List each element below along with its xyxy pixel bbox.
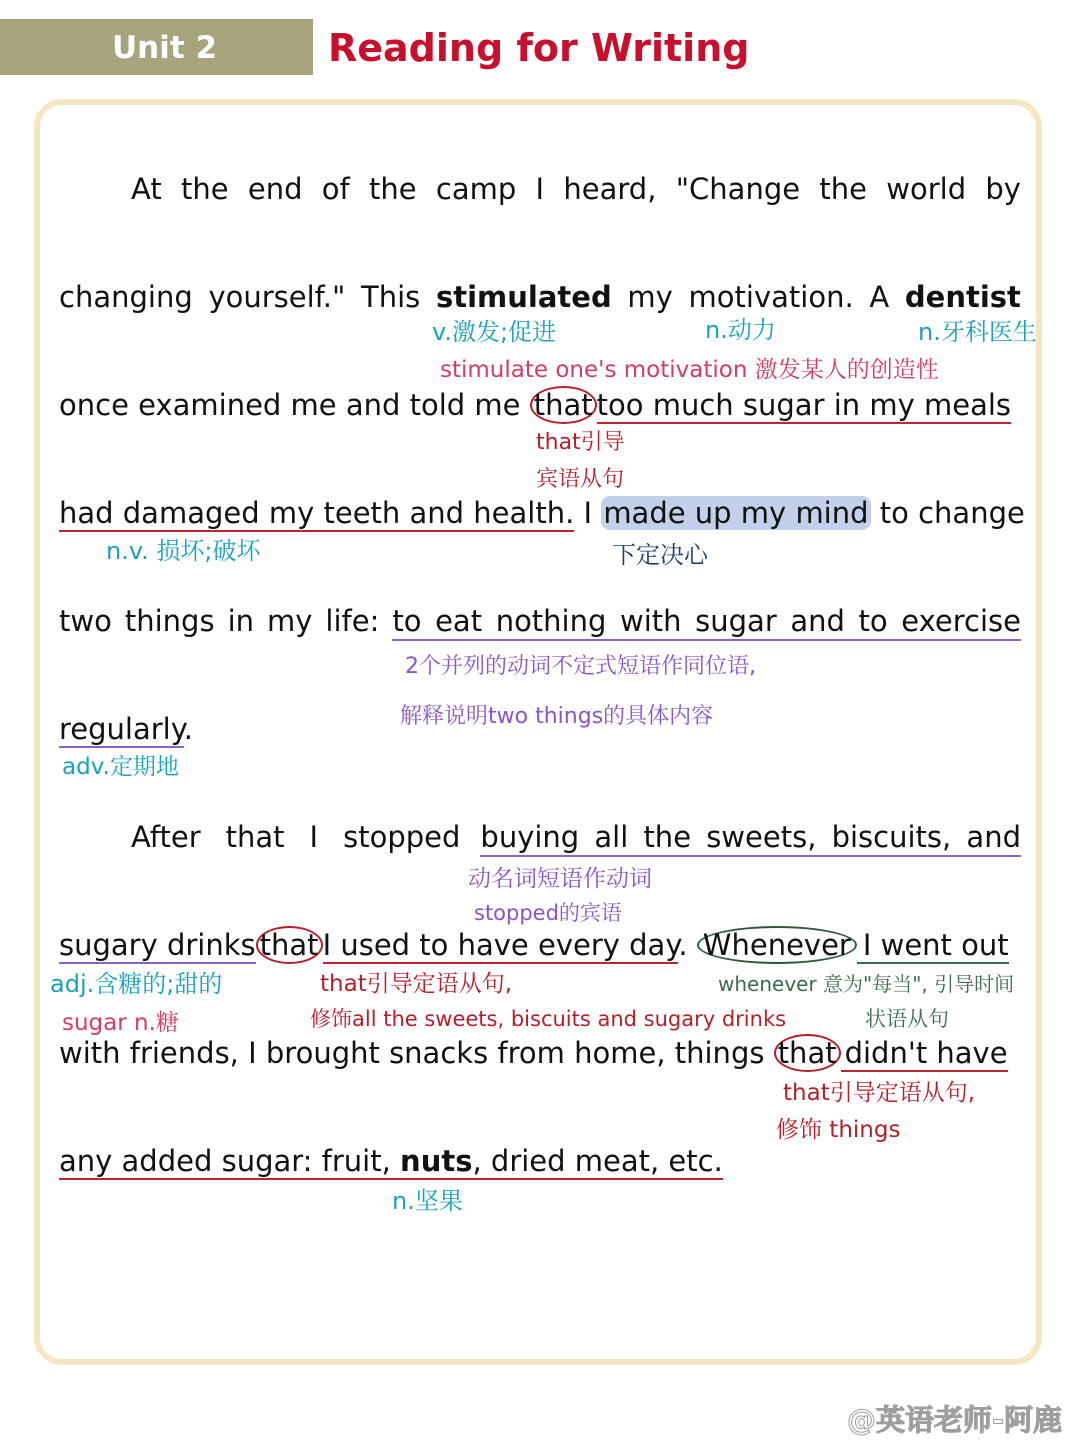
that-attributive-clause: that — [774, 1034, 841, 1072]
word: camp — [435, 172, 517, 206]
passage-line-5 — [59, 603, 1021, 641]
word: At — [131, 172, 162, 206]
underlined-clause: too much sugar in my meals — [596, 388, 1012, 422]
note-that-things-2: 修饰 things — [776, 1117, 901, 1143]
passage-line-8 — [59, 927, 1021, 963]
word: heard, — [563, 172, 657, 206]
page-title: Reading for Writing — [328, 26, 750, 70]
note-sugary-def: adj.含糖的;甜的 — [50, 970, 223, 998]
word: the — [180, 172, 229, 206]
highlight-made-up-my-mind: made up my mind — [603, 496, 869, 530]
text-span: I — [574, 496, 602, 530]
note-mind-def: 下定决心 — [612, 541, 708, 569]
note-regularly-def: adv.定期地 — [62, 754, 179, 780]
word: the — [643, 820, 692, 854]
watermark: @英语老师-阿鹿 — [846, 1403, 1062, 1437]
note-stimulate-phrase: stimulate one's motivation 激发某人的创造性 — [440, 357, 939, 383]
that-attributive-clause: that — [256, 926, 323, 964]
note-gerund-2: stopped的宾语 — [474, 901, 622, 925]
word: that — [225, 820, 285, 854]
underlined-word: regularly — [59, 712, 184, 746]
word: nothing — [495, 604, 607, 638]
note-motivation-def: n.动力 — [705, 316, 776, 344]
word: changing — [59, 280, 193, 314]
passage-line-10 — [59, 1143, 1021, 1179]
passage-line-2 — [59, 279, 1021, 315]
word: I — [309, 820, 319, 854]
passage-line-6 — [59, 711, 1021, 747]
word: biscuits, — [831, 820, 952, 854]
unit-label: Unit 2 — [112, 30, 218, 66]
passage-line-1 — [131, 171, 1021, 207]
word: by — [985, 172, 1021, 206]
word: in — [227, 604, 254, 638]
word: to — [858, 604, 888, 638]
word: "Change — [675, 172, 801, 206]
word: my — [267, 604, 313, 638]
note-damage-def: n.v. 损坏;破坏 — [106, 537, 261, 565]
underlined-clause: I used to have every day — [322, 928, 679, 962]
word: end — [247, 172, 303, 206]
word: the — [819, 172, 867, 206]
text-span: , dried meat, etc. — [472, 1144, 723, 1178]
underlined-clause — [59, 1144, 723, 1180]
word: life: — [325, 604, 380, 638]
note-infinitive-2: 解释说明two things的具体内容 — [400, 704, 714, 729]
note-that-attributive-1: that引导定语从句, — [320, 971, 513, 997]
underlined-clause: didn't have — [841, 1036, 1008, 1072]
infinitive-phrase — [392, 603, 1021, 641]
word: buying — [480, 820, 580, 854]
note-nuts-def: n.坚果 — [392, 1187, 463, 1215]
note-sugar-def: sugar n.糖 — [62, 1010, 179, 1036]
underlined-clause: I went out — [857, 928, 1009, 964]
word: yourself." — [208, 280, 346, 314]
note-gerund-1: 动名词短语作动词 — [468, 866, 652, 892]
underlined-clause: had damaged my teeth and health. — [59, 496, 575, 530]
word: to — [392, 604, 422, 638]
passage-line-7 — [131, 819, 1021, 857]
word: This — [361, 280, 421, 314]
word: of — [321, 172, 350, 206]
word: eat — [435, 604, 483, 638]
note-infinitive-1: 2个并列的动词不定式短语作同位语, — [405, 654, 756, 679]
word: the — [369, 172, 417, 206]
underlined-word: sugary drinks — [59, 928, 256, 962]
note-whenever-2: 状语从句 — [865, 1007, 949, 1031]
word: two — [59, 604, 112, 638]
vocab-nuts: nuts — [400, 1144, 473, 1178]
word: motivation. — [688, 280, 854, 314]
gerund-phrase — [480, 819, 1021, 857]
word: and — [966, 820, 1021, 854]
word: I — [535, 172, 545, 206]
word: my — [627, 280, 673, 314]
text-span: any added sugar: fruit, — [59, 1144, 401, 1178]
word: with — [620, 604, 682, 638]
word: A — [869, 280, 890, 314]
word: sugar — [695, 604, 777, 638]
word: sweets, — [706, 820, 817, 854]
text-span: . — [678, 928, 688, 962]
that-object-clause: that — [530, 386, 597, 424]
vocab-stimulated: stimulated — [435, 280, 612, 314]
word: world — [886, 172, 967, 206]
note-that-object-1: that引导 — [536, 430, 625, 455]
word: all — [594, 820, 629, 854]
word: things — [124, 604, 215, 638]
note-that-things-1: that引导定语从句, — [783, 1080, 976, 1106]
text-span: . — [183, 712, 193, 746]
vocab-dentist: dentist — [904, 280, 1021, 314]
word: and — [790, 604, 845, 638]
note-that-object-2: 宾语从句 — [536, 467, 625, 492]
text-span: once examined me and told me — [59, 388, 530, 422]
note-dentist-def: n.牙科医生 — [918, 318, 1037, 346]
note-whenever-1: whenever 意为"每当", 引导时间 — [718, 972, 1015, 996]
whenever-clause: Whenever — [697, 926, 857, 964]
passage-line-9 — [59, 1035, 1021, 1071]
word: stopped — [343, 820, 461, 854]
word: After — [131, 820, 201, 854]
text-span: to change — [870, 496, 1025, 530]
text-span: with friends, I brought snacks from home, things — [59, 1036, 774, 1070]
word: exercise — [901, 604, 1021, 638]
note-that-attributive-2: 修饰all the sweets, biscuits and sugary drinks — [310, 1007, 787, 1031]
passage-line-4 — [59, 495, 1025, 531]
note-stimulate-def: v.激发;促进 — [432, 318, 557, 346]
passage-line-3 — [59, 387, 1021, 423]
